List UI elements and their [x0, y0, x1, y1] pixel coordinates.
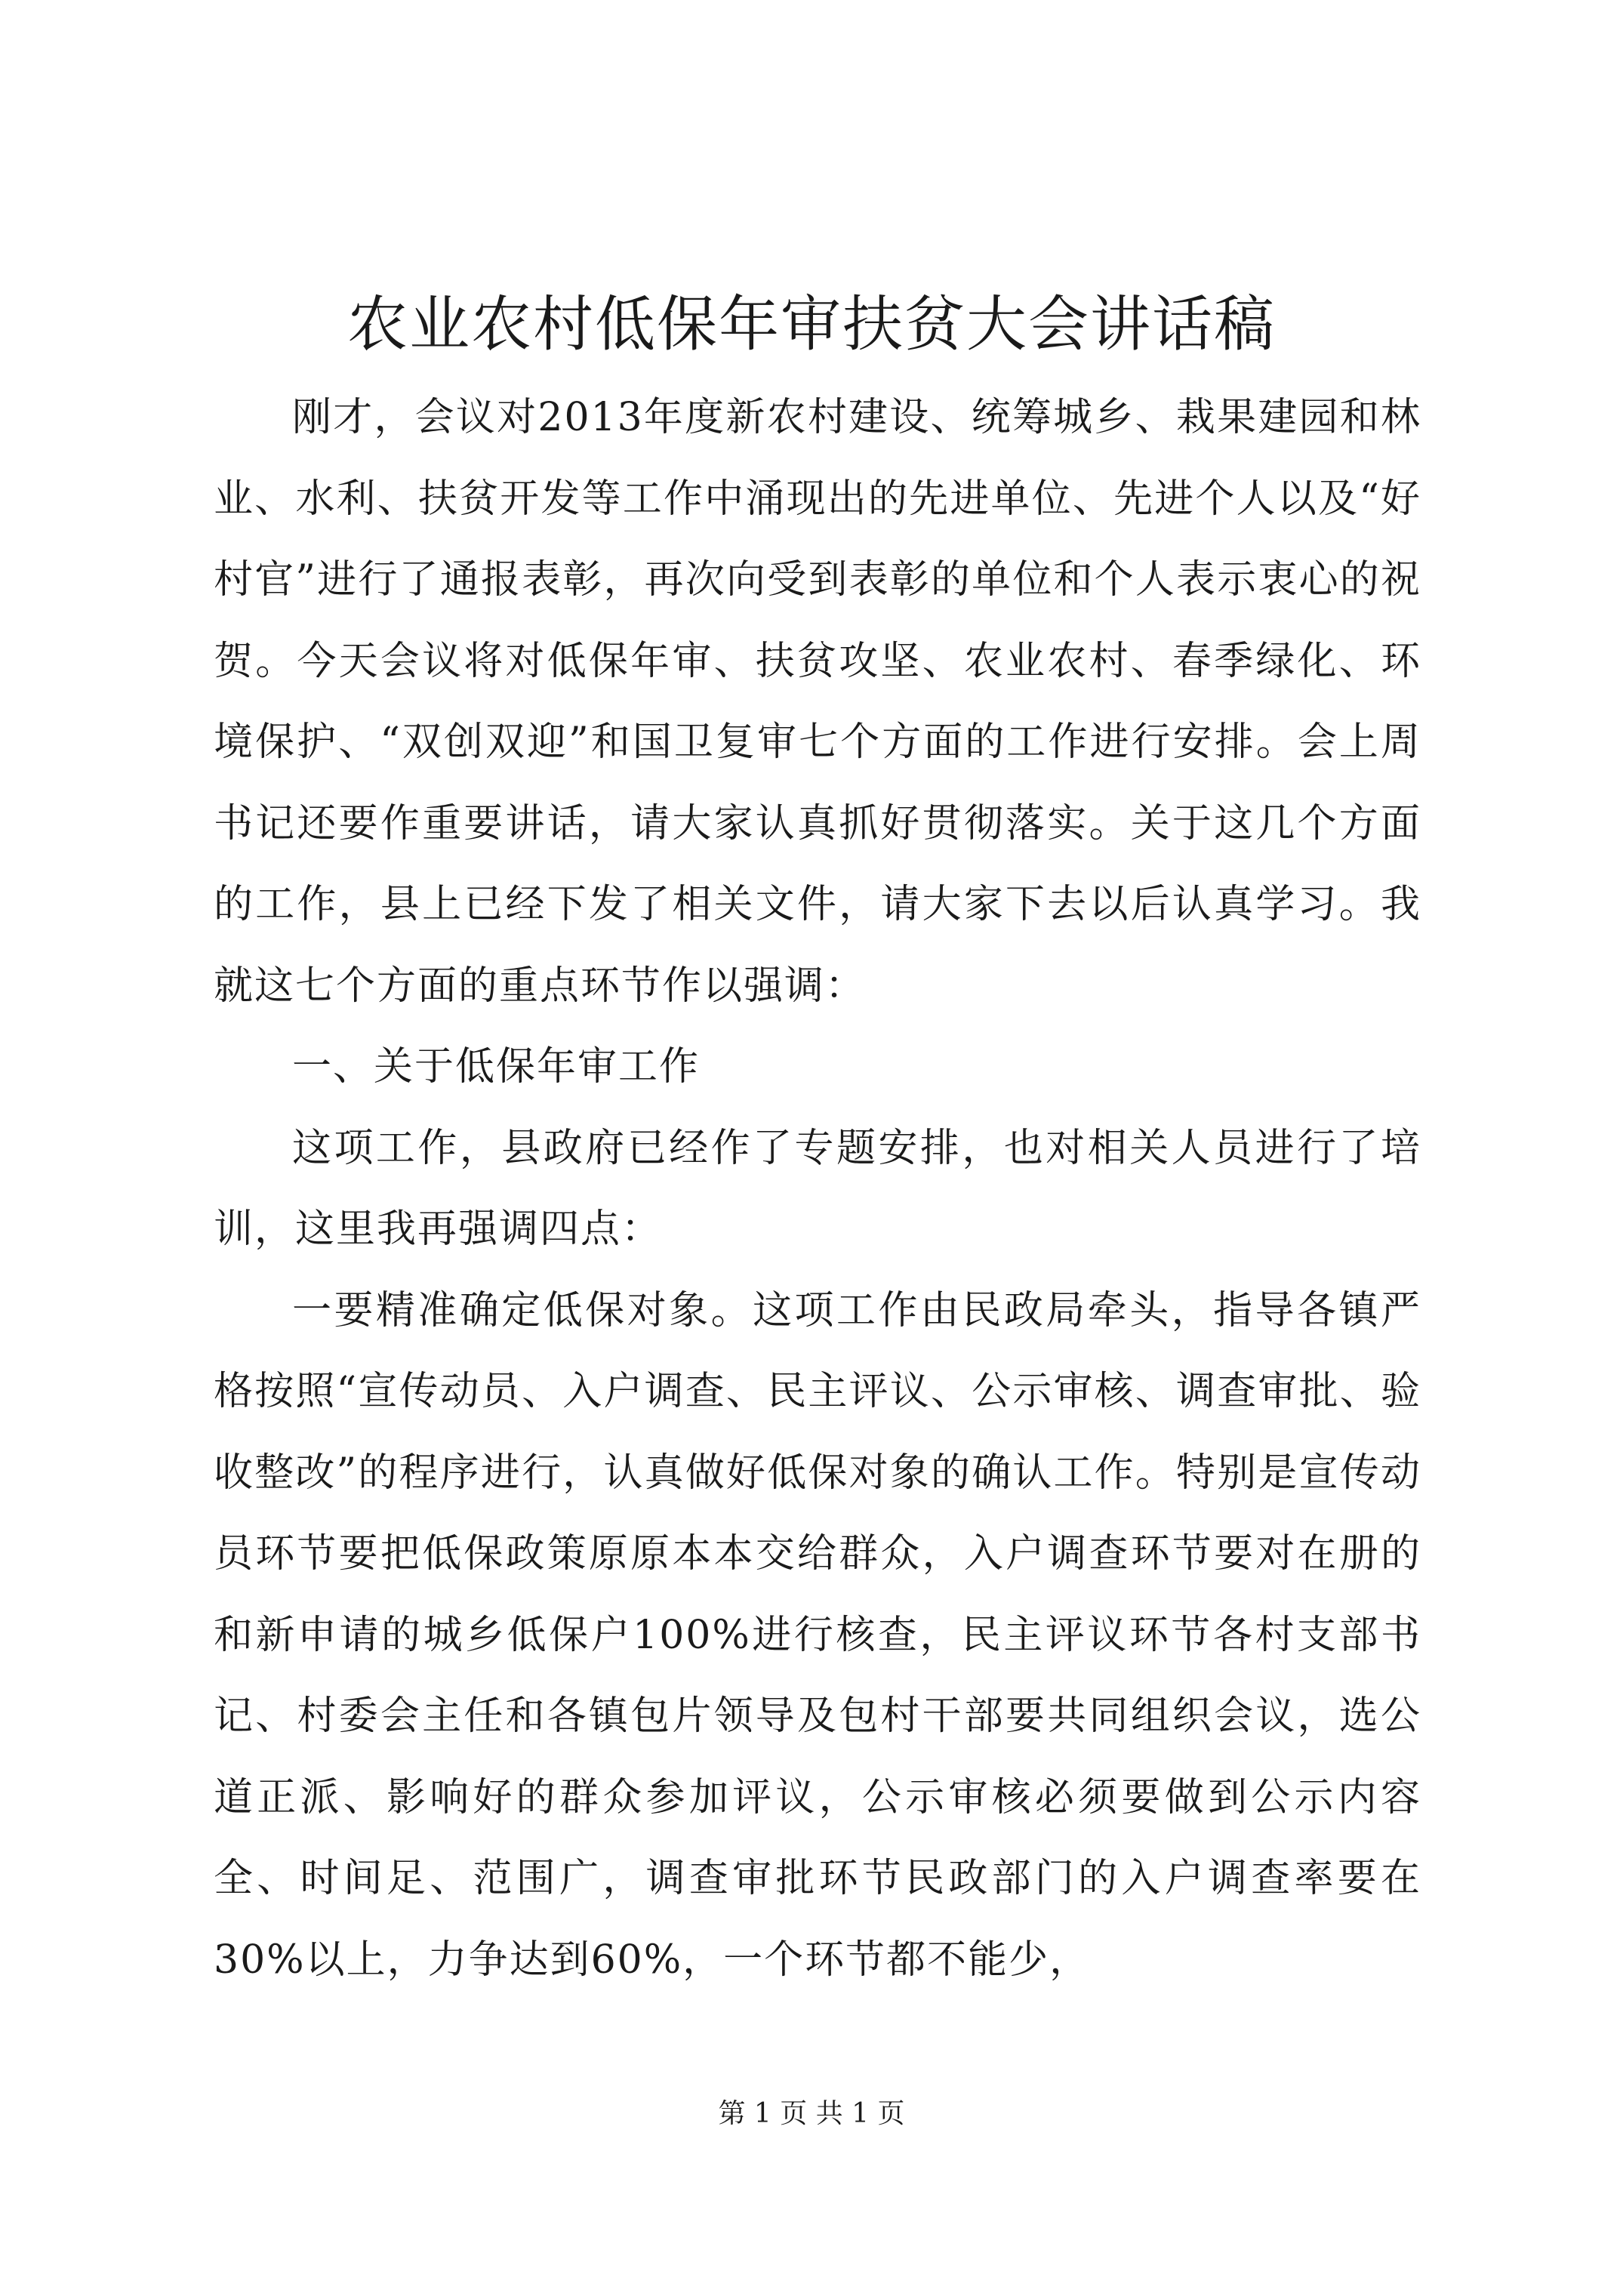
document-title: 农业农村低保年审扶贫大会讲话稿: [347, 289, 1276, 359]
paragraph-intro: 刚才，会议对2013年度新农村建设、统筹城乡、栽果建园和林业、水利、扶贫开发等工作中涌现出的先进单位、先进个人以及“好村官”进行了通报表彰，再次向受到表彰的单位和个人表示衷心的祝贺。今天会议将对低保年审、扶贫攻坚、农业农村、春季绿化、环境保护、“双创双迎”和国卫复审七个方面的工作进行安排。会上周书记还要作重要讲话，请大家认真抓好贯彻落实。关于这几个方面的工作，县上已经下发了相关文件，请大家下去以后认真学习。我就这七个方面的重点环节作以强调：: [214, 395, 1421, 1009]
page-footer: 第 1 页 共 1 页: [718, 2098, 905, 2129]
paragraph-section-1-intro: 这项工作，县政府已经作了专题安排，也对相关人员进行了培训，这里我再强调四点：: [214, 1125, 1421, 1252]
paragraph-point-1: 一要精准确定低保对象。这项工作由民政局牵头，指导各镇严格按照“宣传动员、入户调查、民主评议、公示审核、调查审批、验收整改”的程序进行，认真做好低保对象的确认工作。特别是宣传动员环节要把低保政策原原本本交给群众，入户调查环节要对在册的和新申请的城乡低保户100%进行核查，民主评议环节各村支部书记、村委会主任和各镇包片领导及包村干部要共同组织会议，选公道正派、影响好的群众参加评议，公示审核必须要做到公示内容全、时间足、范围广，调查审批环节民政部门的入户调查率要在30%以上，力争达到60%，一个环节都不能少，: [214, 1287, 1421, 1983]
section-heading-1: 一、关于低保年审工作: [292, 1044, 701, 1089]
document-body: [214, 378, 1421, 2001]
